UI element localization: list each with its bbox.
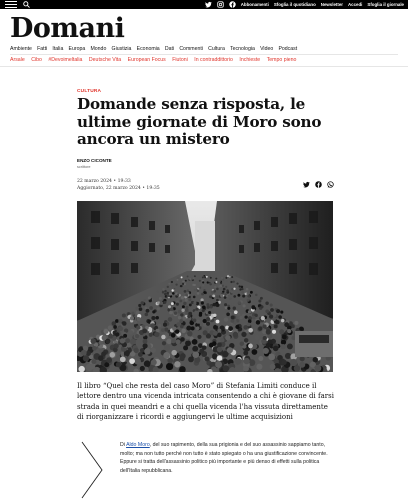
nav-tag-inchieste[interactable]: Inchieste <box>239 57 261 63</box>
nav-item-ambiente[interactable]: Ambiente <box>10 46 32 52</box>
article-author[interactable]: ENZO CICONTE <box>77 158 112 163</box>
instagram-icon[interactable] <box>217 1 224 8</box>
secondary-nav <box>10 57 402 63</box>
nav-item-commenti[interactable]: Commenti <box>179 46 203 52</box>
nav-tag-tempo-pieno[interactable]: Tempo pieno <box>266 57 297 63</box>
article-lead: Il libro “Quel che resta del caso Moro” di Stefania Limiti conduce il lettore dentro una vicenda intricata consentendo a chi è giovane di farsi strada in quei meandri e a chi quella vicenda l'ha vissuta direttamente di riorganizzare i ricordi e aggiungervi le ultime acquisizioni <box>77 382 334 422</box>
nav-tag-fiutoni[interactable]: Fiutoni <box>172 57 188 63</box>
nav-tag-deutsche-vita[interactable]: Deutsche Vita <box>88 57 122 63</box>
nav-item-giustizia[interactable]: Giustizia <box>111 46 132 52</box>
paragraph-text: , del suo rapimento, della sua prigionia e del suo assassinio sappiamo tanto, molto; ma non tutto perché non tutto è stato spiegato o ha una giustificazione convincente. Eppure si tratta dell'assassinio politico più importante e più denso di effetti sulla politica dell'Italia repubblicana. <box>120 442 328 474</box>
share-bar <box>303 181 334 188</box>
publish-date: 22 marzo 2024 • 19:33 <box>77 179 131 184</box>
nav-item-dati[interactable]: Dati <box>164 46 175 52</box>
nav-tag-arsale[interactable]: Arsale <box>10 57 25 63</box>
facebook-icon[interactable] <box>229 1 236 8</box>
nav-item-economia[interactable]: Economia <box>136 46 160 52</box>
facebook-icon[interactable] <box>315 181 322 188</box>
article-photo[interactable] <box>77 201 333 372</box>
nav-tag-devoimeltalia[interactable]: #Devoimeltalia <box>48 57 83 63</box>
crowd-photo-illustration <box>77 201 333 372</box>
primary-nav <box>10 46 402 52</box>
nav-tag-contraddittorio[interactable]: In contraddittorio <box>194 57 233 63</box>
update-date: Aggiornato, 22 marzo 2024 • 19:35 <box>77 186 160 191</box>
nav-item-tecnologia[interactable]: Tecnologia <box>230 46 255 52</box>
topbar-link-giornale[interactable]: Sfoglia il giornale <box>367 2 404 7</box>
topbar-link-quotidiano[interactable]: Sfoglia il quotidiano <box>273 2 316 7</box>
author-role: scrittore <box>77 165 91 169</box>
topbar-link-abbonamenti[interactable]: Abbonamenti <box>240 2 269 7</box>
menu-icon[interactable] <box>5 1 17 8</box>
nav-tag-cibo[interactable]: Cibo <box>31 57 42 63</box>
paragraph-prefix: Di <box>120 442 127 448</box>
nav-item-podcast[interactable]: Podcast <box>278 46 298 52</box>
nav-item-cultura[interactable]: Cultura <box>208 46 225 52</box>
nav-item-mondo[interactable]: Mondo <box>90 46 107 52</box>
article-headline: Domande senza risposta, le ultime giornate di Moro sono ancora un mistero <box>77 95 322 148</box>
article-category[interactable]: CULTURA <box>77 89 102 94</box>
nav-item-europa[interactable]: Europa <box>68 46 86 52</box>
article-paragraph <box>120 441 335 475</box>
chevron-right-icon <box>80 440 104 500</box>
whatsapp-icon[interactable] <box>327 181 334 188</box>
nav-item-fatti[interactable]: Fatti <box>37 46 48 52</box>
nav-item-video[interactable]: Video <box>260 46 274 52</box>
twitter-icon[interactable] <box>205 1 212 8</box>
nav-bottom-divider <box>0 66 408 67</box>
nav-item-italia[interactable]: Italia <box>52 46 64 52</box>
top-bar <box>0 0 408 9</box>
site-logo[interactable]: Domani <box>10 13 125 44</box>
nav-divider <box>10 54 398 55</box>
topbar-link-newsletter[interactable]: Newsletter <box>320 2 343 7</box>
nav-tag-european-focus[interactable]: European Focus <box>127 57 166 63</box>
search-icon[interactable] <box>23 1 30 8</box>
topbar-link-accedi[interactable]: Accedi <box>348 2 363 7</box>
twitter-icon[interactable] <box>303 181 310 188</box>
aldo-moro-link[interactable]: Aldo Moro <box>126 442 150 448</box>
